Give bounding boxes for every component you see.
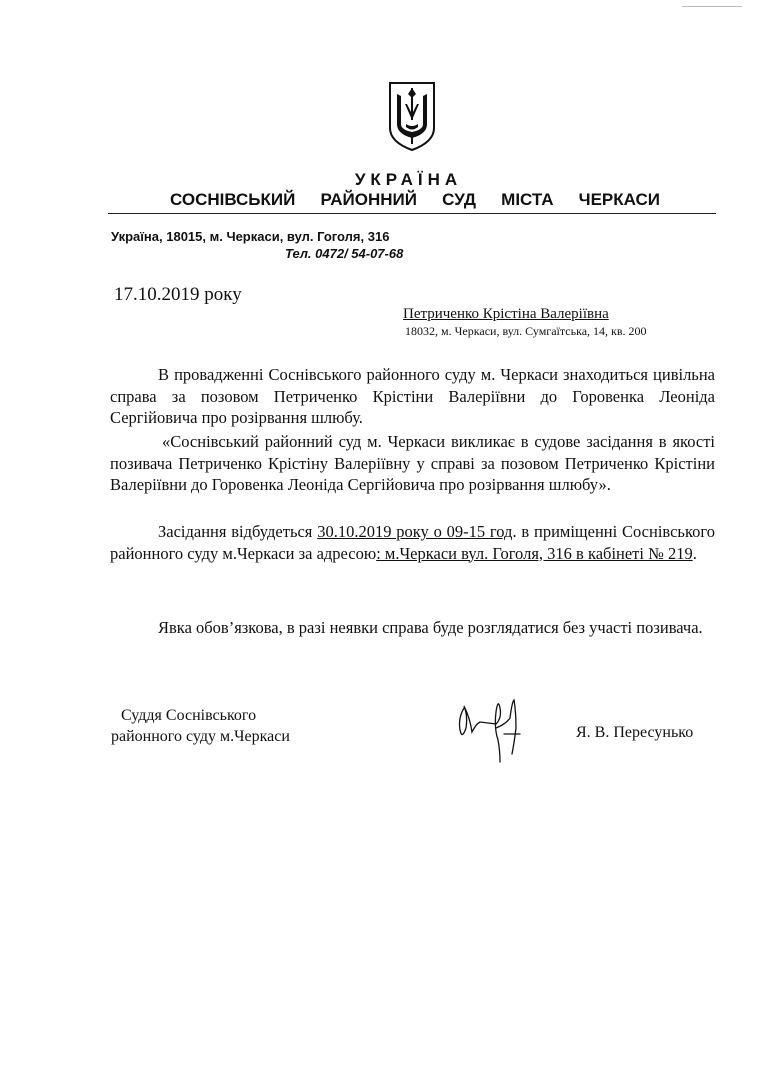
paragraph-case: В провадженні Соснівського районного суду м. Черкаси знаходиться цивільна справа за позовом Петриченко Крістіни Валеріївни до Горовенка Леоніда Сергійовича про розірвання шлюбу.: [110, 365, 715, 427]
header-divider: [108, 213, 716, 214]
coat-of-arms-icon: [387, 80, 437, 152]
judge-title-line: Суддя Соснівського: [121, 707, 257, 724]
hearing-text: .: [692, 543, 697, 563]
recipient-address: 18032, м. Черкаси, вул. Сумгаїтська, 14, кв. 200: [405, 324, 647, 338]
country-title: УКРАЇНА: [354, 170, 463, 189]
court-phone: Тел. 0472/ 54-07-68: [285, 246, 404, 261]
hearing-datetime: 30.10.2019 року о 09-15 год: [317, 522, 513, 541]
court-address: Україна, 18015, м. Черкаси, вул. Гоголя, 316: [111, 229, 390, 244]
hearing-text: . в приміщенні Соснівського районного суду м.Черкаси за адресою: [110, 522, 715, 563]
court-word: СОСНІВСЬКИЙ: [170, 190, 296, 209]
document-date: 17.10.2019 року: [114, 284, 242, 305]
paragraph-attendance: Явка обов’язкова, в разі неявки справа буде розглядатися без участі позивача.: [158, 618, 703, 637]
court-word: МІСТА: [501, 190, 554, 209]
recipient-name: Петриченко Крістіна Валеріївна: [403, 306, 609, 322]
court-word: СУД: [442, 190, 477, 209]
hearing-text: Засідання відбудеться: [158, 522, 318, 541]
hearing-address: : м.Черкаси вул. Гоголя, 316 в кабінеті № 219: [376, 543, 693, 563]
court-word: РАЙОННИЙ: [320, 190, 417, 209]
judge-title: [111, 705, 290, 747]
paragraph-hearing: [110, 521, 715, 564]
paragraph-summons: «Соснівський районний суд м. Черкаси викликає в судове засідання в якості позивача Петриченко Крістіну Валеріївну у справі за позовом Петриченко Крістіни Валеріївни до Горовенка Леоніда Сергійовича про розірвання шлюбу».: [110, 432, 715, 494]
corner-scan-mark: [682, 6, 742, 7]
court-name: [170, 190, 660, 210]
handwritten-signature: [450, 688, 550, 768]
court-word: ЧЕРКАСИ: [578, 190, 660, 209]
judge-title-line: районного суду м.Черкаси: [111, 728, 290, 745]
judge-name: Я. В. Пересунько: [576, 724, 694, 741]
